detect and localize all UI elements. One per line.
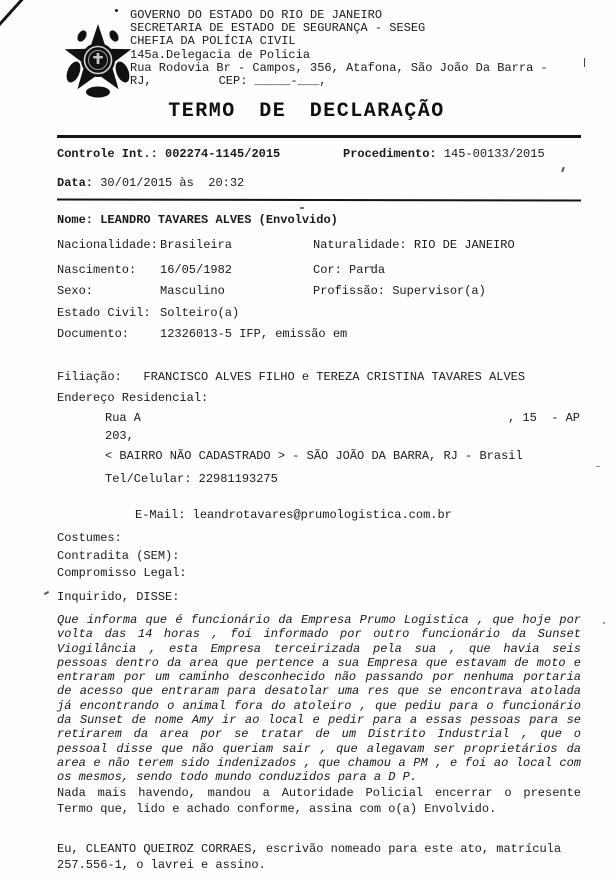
letterhead — [130, 9, 548, 88]
email-value: leandrotavares@prumologistica.com.br — [192, 508, 452, 522]
naturalidade-field — [313, 238, 515, 252]
procedimento-field — [343, 147, 545, 161]
document-title: TERMO DE DECLARAÇÃO — [168, 100, 445, 123]
org-address-line2 — [130, 75, 548, 88]
address-line-2: 203, — [105, 429, 134, 443]
controle-value: 002274-1145/2015 — [165, 147, 281, 161]
sexo-label: Sexo: — [57, 284, 94, 298]
documento-value: 12326013-5 IFP, emissão em — [160, 327, 348, 341]
naturalidade-label: Naturalidade: — [313, 238, 407, 252]
cep-label: CEP: — [218, 74, 248, 89]
sexo-field — [57, 284, 225, 298]
nacionalidade-label: Nacionalidade: — [57, 238, 158, 252]
filiacao-label: Filiação: — [57, 370, 122, 384]
inquirido-disse-label: Inquirido, DISSE: — [57, 590, 180, 604]
org-address-line: Rua Rodovia Br - Campos, 356, Atafona, São João Da Barra - — [130, 60, 548, 75]
costumes-label: Costumes: — [57, 531, 122, 545]
address-line-1 — [105, 411, 580, 425]
scan-artifact-speck — [584, 58, 585, 67]
scan-artifact-diagonal — [0, 0, 32, 31]
scan-artifact-speck — [300, 207, 304, 209]
controle-label: Controle Int.: — [57, 147, 158, 161]
cor-label: Cor: — [313, 263, 342, 277]
scan-artifact-speck — [115, 9, 118, 12]
contradita-label: Contradita (SEM): — [57, 549, 180, 563]
data-value: 30/01/2015 às 20:32 — [100, 176, 245, 190]
nascimento-label: Nascimento: — [57, 263, 137, 277]
nascimento-value: 16/05/1982 — [160, 263, 233, 277]
profissao-value: Supervisor(a) — [392, 284, 486, 298]
nome-field — [57, 213, 338, 227]
scan-artifact-speck — [44, 591, 49, 595]
clerk-signature-paragraph: Eu, CLEANTO QUEIROZ CORRAES, escrivão nomeado para este ato, matrícula 257.556-1, o lavrei e assino. — [57, 842, 562, 872]
nome-value: LEANDRO TAVARES ALVES (Envolvido) — [100, 213, 338, 227]
endereco-label: Endereço Residencial: — [57, 391, 209, 405]
data-field — [57, 176, 244, 190]
scan-artifact-speck — [596, 466, 600, 467]
compromisso-legal-label: Compromisso Legal: — [57, 566, 187, 580]
documento-field — [57, 327, 347, 341]
org-line: 145a.Delegacia de Policia — [130, 47, 311, 62]
nome-label: Nome: — [57, 213, 94, 227]
email-label: E-Mail: — [135, 508, 186, 522]
procedimento-label: Procedimento: — [343, 147, 437, 161]
state-police-emblem-icon — [60, 20, 136, 106]
nacionalidade-value: Brasileira — [160, 238, 233, 252]
cep-value: _____-___, — [254, 74, 327, 89]
closing-paragraph: Nada mais havendo, mandou a Autoridade Policial encerrar o presente Termo que, lido e achado conforme, assina com o(a) Envolvido. — [57, 786, 581, 816]
controle-interno-field — [57, 147, 280, 161]
data-label: Data: — [57, 176, 94, 190]
address-state: RJ, — [130, 74, 152, 89]
email-field — [135, 508, 452, 522]
sexo-value: Masculino — [160, 284, 225, 298]
estado-civil-field — [57, 306, 239, 320]
org-line: SECRETARIA DE ESTADO DE SEGURANÇA - SESEG — [130, 21, 426, 36]
profissao-label: Profissão: — [313, 284, 386, 298]
nacionalidade-field — [57, 238, 232, 252]
horizontal-rule — [57, 198, 581, 201]
org-line: GOVERNO DO ESTADO DO RIO DE JANEIRO — [130, 8, 383, 22]
telefone-label: Tel/Celular: — [105, 472, 192, 486]
procedimento-value: 145-00133/2015 — [443, 147, 545, 161]
documento-label: Documento: — [57, 327, 130, 341]
cor-value: Parda — [349, 263, 386, 277]
filiacao-value: FRANCISCO ALVES FILHO e TEREZA CRISTINA TAVARES ALVES — [143, 370, 526, 384]
filiacao-field — [57, 370, 525, 384]
profissao-field — [313, 284, 486, 298]
address-street: Rua A — [105, 411, 142, 425]
address-number: , 15 - AP — [507, 411, 580, 425]
telefone-value: 22981193275 — [198, 472, 278, 486]
scan-artifact-speck — [561, 167, 565, 172]
nascimento-field — [57, 263, 232, 277]
org-line: CHEFIA DA POLÍCIA CIVIL — [130, 34, 296, 49]
telefone-field — [105, 472, 278, 486]
estado-civil-label: Estado Civil: — [57, 306, 151, 320]
horizontal-rule — [57, 135, 581, 138]
cor-field — [313, 263, 385, 277]
statement-paragraph: Que informa que é funcionário da Empresa Prumo Logistica , que hoje por volta das 14 horas , foi informado por outro funcionário da Sunset Viogilância , esta Empresa terceirizada pela sua , que havia seis pessoas dentro da area que pertence a sua Empresa que estavam de moto e entraram por um caminho desconhecido não passando por nenhuma portaria de acesso que entraram para desatolar uma res que se encontrava atolada já encontrando o animal fora do atoleiro , que pediu para o funcionário da Sunset de nome Amy ir ao local e pedir para a essas pessoas para se retirarem da area por se tratar de um Distrito Industrial , que o pessoal disse que não queriam sair , que alegavam ser proprietários da area e não terem sido indenizados , que chamou a PM , e foi ao local com os mesmos, sendo todo mundo conduzidos para a D P. — [57, 613, 581, 785]
estado-civil-value: Solteiro(a) — [160, 306, 240, 320]
address-line-3: < BAIRRO NÃO CADASTRADO > - SÃO JOÃO DA BARRA, RJ - Brasil — [105, 449, 523, 463]
scan-artifact-speck — [603, 622, 605, 624]
naturalidade-value: RIO DE JANEIRO — [413, 238, 515, 252]
